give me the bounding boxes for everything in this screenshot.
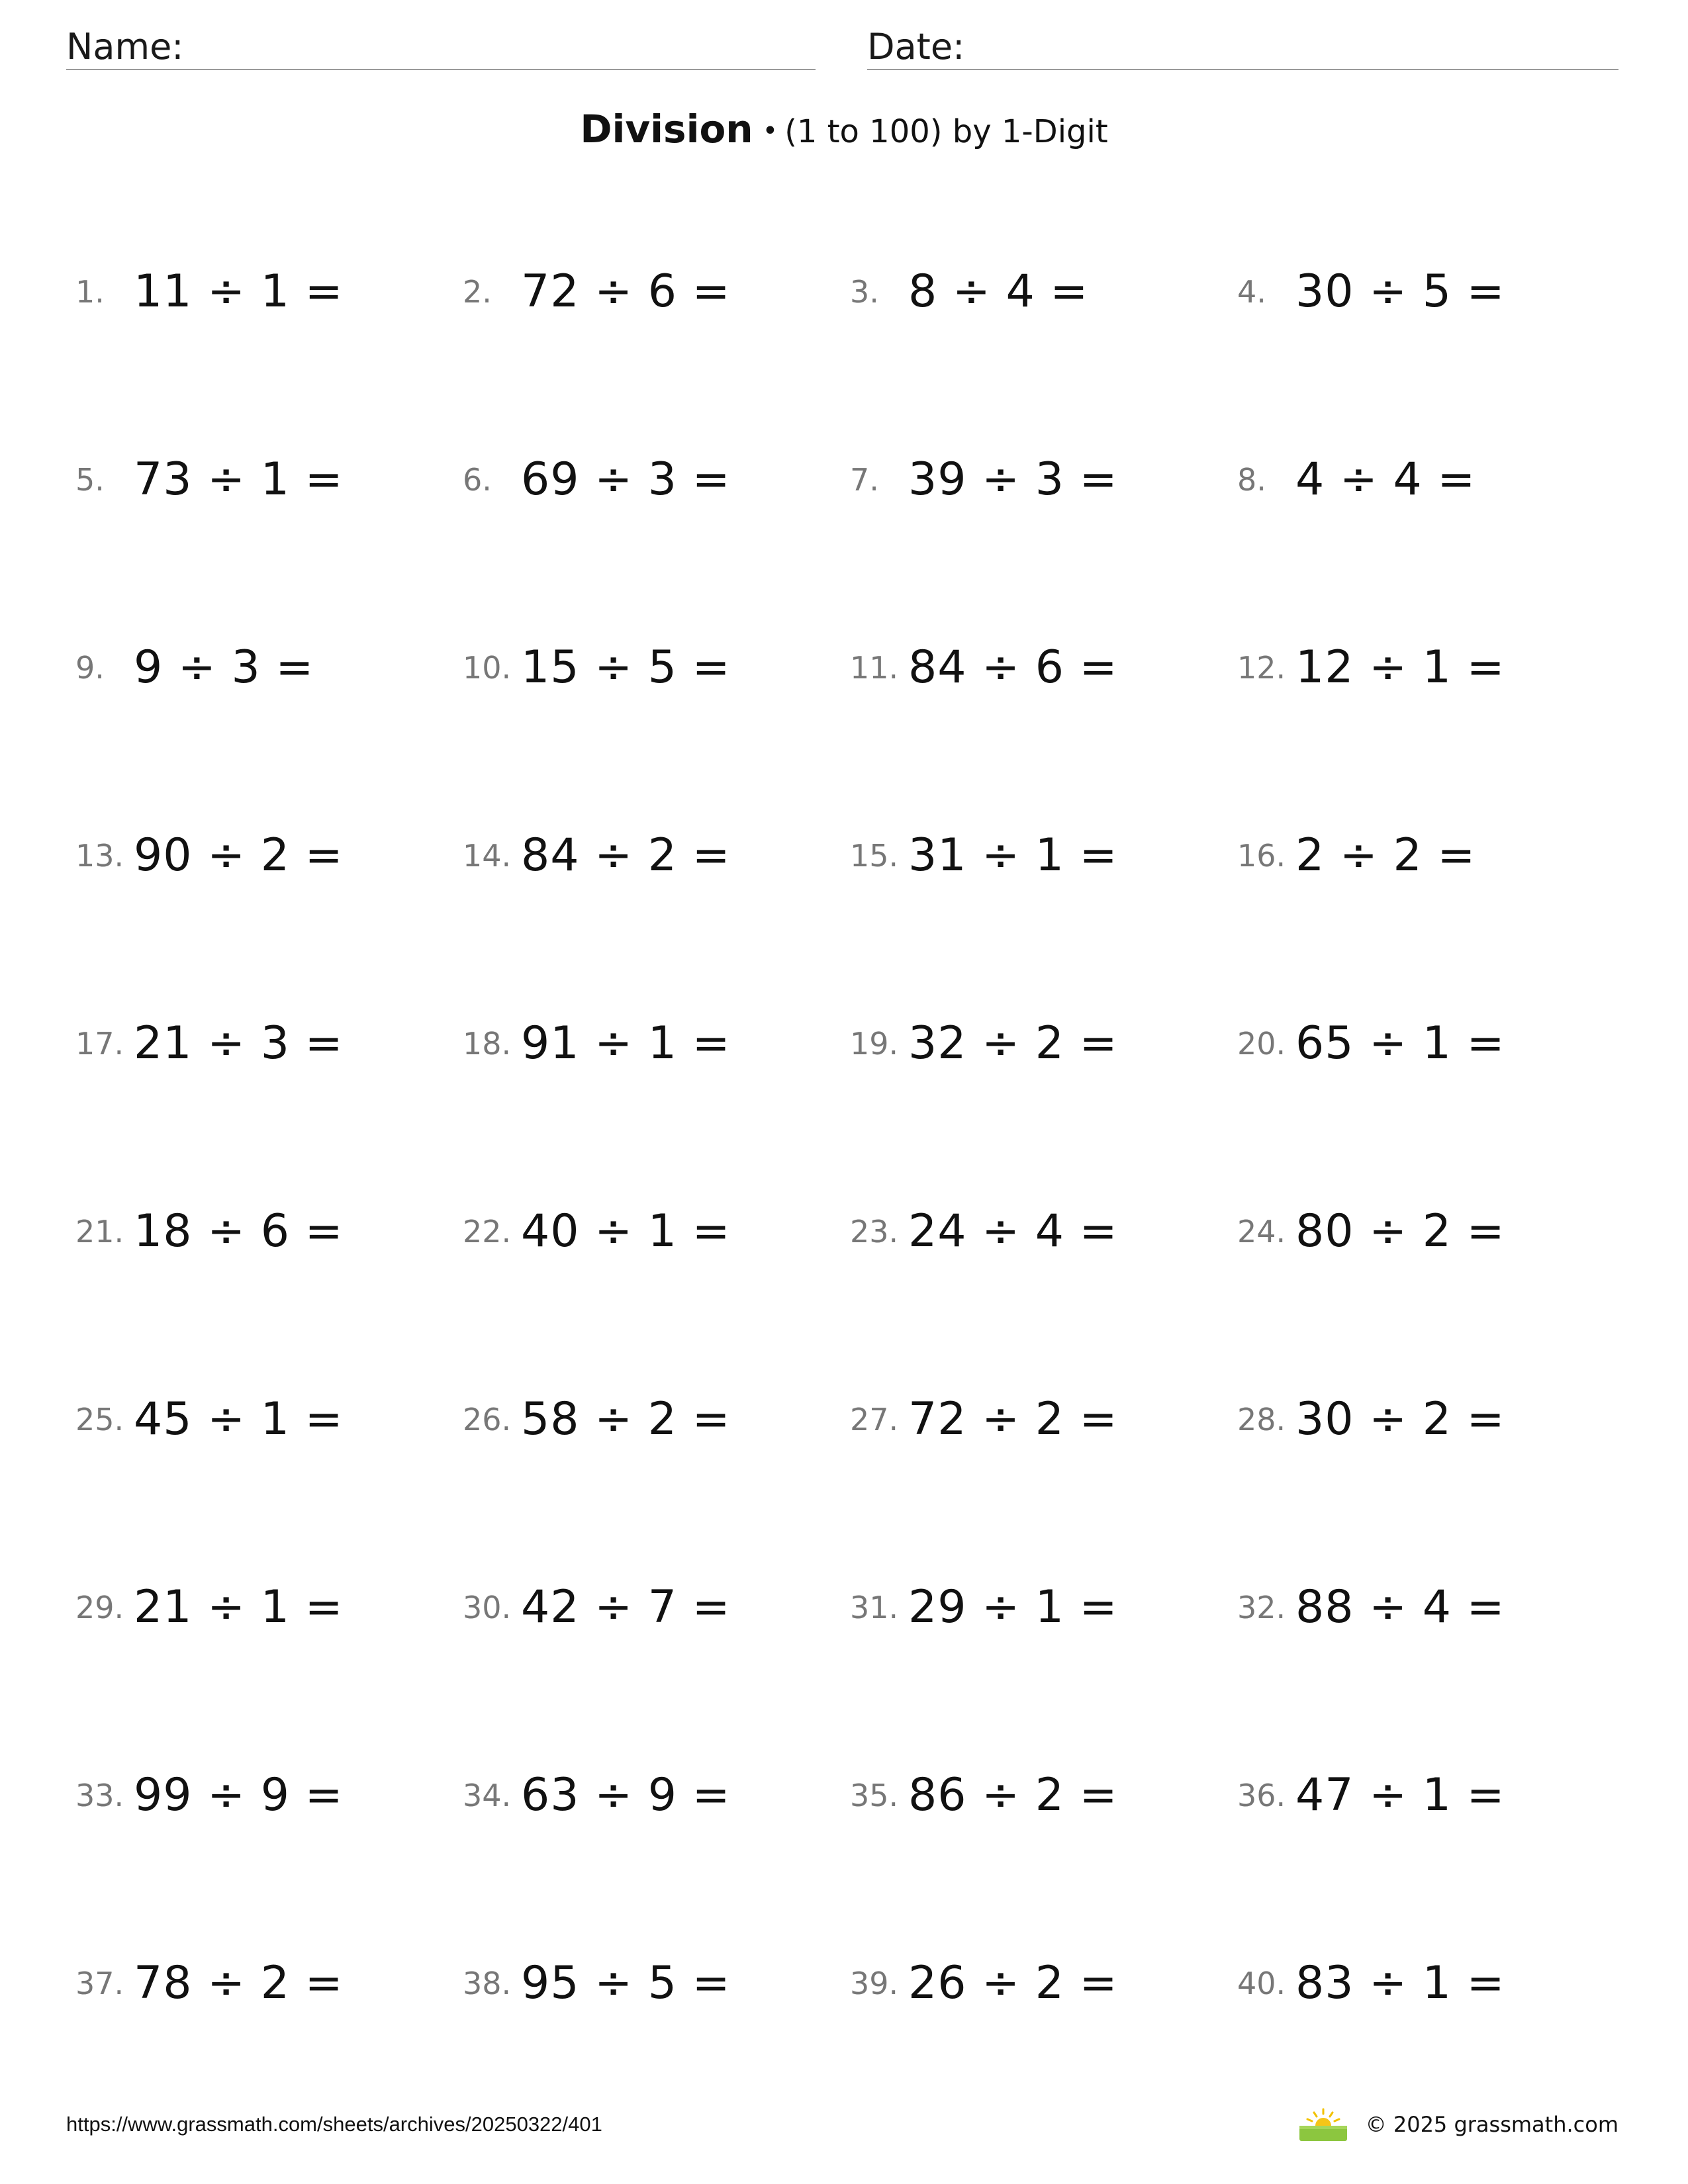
problem-expression: 86 ÷ 2 = xyxy=(908,1768,1118,1821)
problem-number: 32. xyxy=(1237,1589,1286,1625)
problem-item xyxy=(453,1389,837,1449)
problem-expression: 39 ÷ 3 = xyxy=(908,453,1118,506)
problem-number: 8. xyxy=(1237,461,1266,498)
problem-item xyxy=(453,261,837,321)
problem-number: 12. xyxy=(1237,649,1286,686)
problem-item xyxy=(66,1765,450,1825)
problem-expression: 12 ÷ 1 = xyxy=(1295,641,1505,694)
problem-item xyxy=(1228,449,1612,509)
problem-item xyxy=(453,1577,837,1637)
problem-expression: 90 ÷ 2 = xyxy=(134,829,344,882)
problem-expression: 18 ÷ 6 = xyxy=(134,1205,344,1257)
problem-item xyxy=(1228,261,1612,321)
problem-expression: 9 ÷ 3 = xyxy=(134,641,314,694)
problem-item xyxy=(453,449,837,509)
problem-number: 5. xyxy=(75,461,105,498)
problem-item xyxy=(841,637,1225,697)
problem-number: 25. xyxy=(75,1401,124,1437)
problem-number: 34. xyxy=(463,1777,512,1813)
problem-number: 9. xyxy=(75,649,105,686)
problem-item xyxy=(841,1013,1225,1073)
problem-expression: 83 ÷ 1 = xyxy=(1295,1956,1505,2009)
problem-item xyxy=(1228,1953,1612,2013)
footer-branding xyxy=(1299,2105,1618,2144)
problem-item xyxy=(66,825,450,885)
problem-number: 13. xyxy=(75,837,124,874)
problem-expression: 15 ÷ 5 = xyxy=(521,641,731,694)
problem-item xyxy=(453,637,837,697)
problem-item xyxy=(841,1201,1225,1261)
problem-number: 16. xyxy=(1237,837,1286,874)
problem-item xyxy=(841,1765,1225,1825)
problem-number: 40. xyxy=(1237,1965,1286,2001)
problem-number: 29. xyxy=(75,1589,124,1625)
problem-number: 28. xyxy=(1237,1401,1286,1437)
problem-expression: 11 ÷ 1 = xyxy=(134,265,344,318)
problem-expression: 58 ÷ 2 = xyxy=(521,1392,731,1445)
problem-expression: 30 ÷ 2 = xyxy=(1295,1392,1505,1445)
problem-item xyxy=(66,1577,450,1637)
problem-number: 7. xyxy=(850,461,879,498)
date-label: Date: xyxy=(867,26,965,68)
problem-expression: 99 ÷ 9 = xyxy=(134,1768,344,1821)
problem-item xyxy=(1228,1765,1612,1825)
name-label: Name: xyxy=(66,26,184,68)
problem-number: 38. xyxy=(463,1965,512,2001)
problem-item xyxy=(66,261,450,321)
problem-expression: 84 ÷ 6 = xyxy=(908,641,1118,694)
title-main: Division xyxy=(580,107,753,152)
problem-item xyxy=(66,637,450,697)
problem-item xyxy=(1228,1013,1612,1073)
problem-number: 11. xyxy=(850,649,899,686)
problem-item xyxy=(841,825,1225,885)
problem-expression: 21 ÷ 3 = xyxy=(134,1017,344,1069)
problem-number: 30. xyxy=(463,1589,512,1625)
title-separator: • xyxy=(762,116,778,146)
problem-item xyxy=(1228,637,1612,697)
problem-expression: 80 ÷ 2 = xyxy=(1295,1205,1505,1257)
problem-number: 33. xyxy=(75,1777,124,1813)
title-subtitle: (1 to 100) by 1-Digit xyxy=(784,113,1108,150)
problem-item xyxy=(453,1765,837,1825)
problem-item xyxy=(453,1953,837,2013)
sun-over-grass-icon xyxy=(1299,2108,1347,2141)
problem-number: 22. xyxy=(463,1213,512,1250)
problem-number: 39. xyxy=(850,1965,899,2001)
problem-item xyxy=(841,449,1225,509)
problem-item xyxy=(841,1953,1225,2013)
problem-expression: 47 ÷ 1 = xyxy=(1295,1768,1505,1821)
problem-number: 15. xyxy=(850,837,899,874)
problem-expression: 88 ÷ 4 = xyxy=(1295,1580,1505,1633)
problem-item xyxy=(66,1013,450,1073)
problem-item xyxy=(1228,1389,1612,1449)
problem-number: 35. xyxy=(850,1777,899,1813)
problem-item xyxy=(453,1013,837,1073)
problem-expression: 40 ÷ 1 = xyxy=(521,1205,731,1257)
problem-number: 21. xyxy=(75,1213,124,1250)
problem-expression: 24 ÷ 4 = xyxy=(908,1205,1118,1257)
problem-expression: 31 ÷ 1 = xyxy=(908,829,1118,882)
problem-number: 6. xyxy=(463,461,492,498)
problem-number: 20. xyxy=(1237,1025,1286,1062)
problem-number: 31. xyxy=(850,1589,899,1625)
problem-expression: 78 ÷ 2 = xyxy=(134,1956,344,2009)
problem-expression: 69 ÷ 3 = xyxy=(521,453,731,506)
problem-expression: 63 ÷ 9 = xyxy=(521,1768,731,1821)
problem-number: 37. xyxy=(75,1965,124,2001)
problem-expression: 2 ÷ 2 = xyxy=(1295,829,1476,882)
problem-expression: 72 ÷ 2 = xyxy=(908,1392,1118,1445)
problem-number: 19. xyxy=(850,1025,899,1062)
problem-expression: 73 ÷ 1 = xyxy=(134,453,344,506)
problem-expression: 29 ÷ 1 = xyxy=(908,1580,1118,1633)
problem-item xyxy=(66,1953,450,2013)
problem-number: 18. xyxy=(463,1025,512,1062)
problem-item xyxy=(453,1201,837,1261)
problem-item xyxy=(841,1389,1225,1449)
problem-expression: 42 ÷ 7 = xyxy=(521,1580,731,1633)
problem-item xyxy=(66,449,450,509)
problem-number: 10. xyxy=(463,649,512,686)
problem-item xyxy=(66,1201,450,1261)
problem-number: 3. xyxy=(850,273,879,310)
problem-number: 2. xyxy=(463,273,492,310)
problem-expression: 30 ÷ 5 = xyxy=(1295,265,1505,318)
problem-expression: 45 ÷ 1 = xyxy=(134,1392,344,1445)
problem-item xyxy=(66,1389,450,1449)
problem-item xyxy=(1228,1201,1612,1261)
problem-number: 36. xyxy=(1237,1777,1286,1813)
problem-expression: 21 ÷ 1 = xyxy=(134,1580,344,1633)
problem-number: 24. xyxy=(1237,1213,1286,1250)
problem-expression: 65 ÷ 1 = xyxy=(1295,1017,1505,1069)
problem-item xyxy=(841,261,1225,321)
problem-expression: 32 ÷ 2 = xyxy=(908,1017,1118,1069)
copyright-text: © 2025 grassmath.com xyxy=(1365,2112,1618,2137)
problem-item xyxy=(453,825,837,885)
problem-expression: 91 ÷ 1 = xyxy=(521,1017,731,1069)
problem-number: 17. xyxy=(75,1025,124,1062)
problem-expression: 26 ÷ 2 = xyxy=(908,1956,1118,2009)
problem-number: 27. xyxy=(850,1401,899,1437)
problem-expression: 95 ÷ 5 = xyxy=(521,1956,731,2009)
footer-url: https://www.grassmath.com/sheets/archives/20250322/401 xyxy=(66,2113,602,2136)
problem-expression: 4 ÷ 4 = xyxy=(1295,453,1476,506)
problem-number: 14. xyxy=(463,837,512,874)
problem-expression: 84 ÷ 2 = xyxy=(521,829,731,882)
problem-item xyxy=(841,1577,1225,1637)
problem-number: 26. xyxy=(463,1401,512,1437)
problem-expression: 8 ÷ 4 = xyxy=(908,265,1089,318)
problem-expression: 72 ÷ 6 = xyxy=(521,265,731,318)
problem-item xyxy=(1228,1577,1612,1637)
problem-number: 1. xyxy=(75,273,105,310)
problem-item xyxy=(1228,825,1612,885)
problem-number: 4. xyxy=(1237,273,1266,310)
problem-number: 23. xyxy=(850,1213,899,1250)
